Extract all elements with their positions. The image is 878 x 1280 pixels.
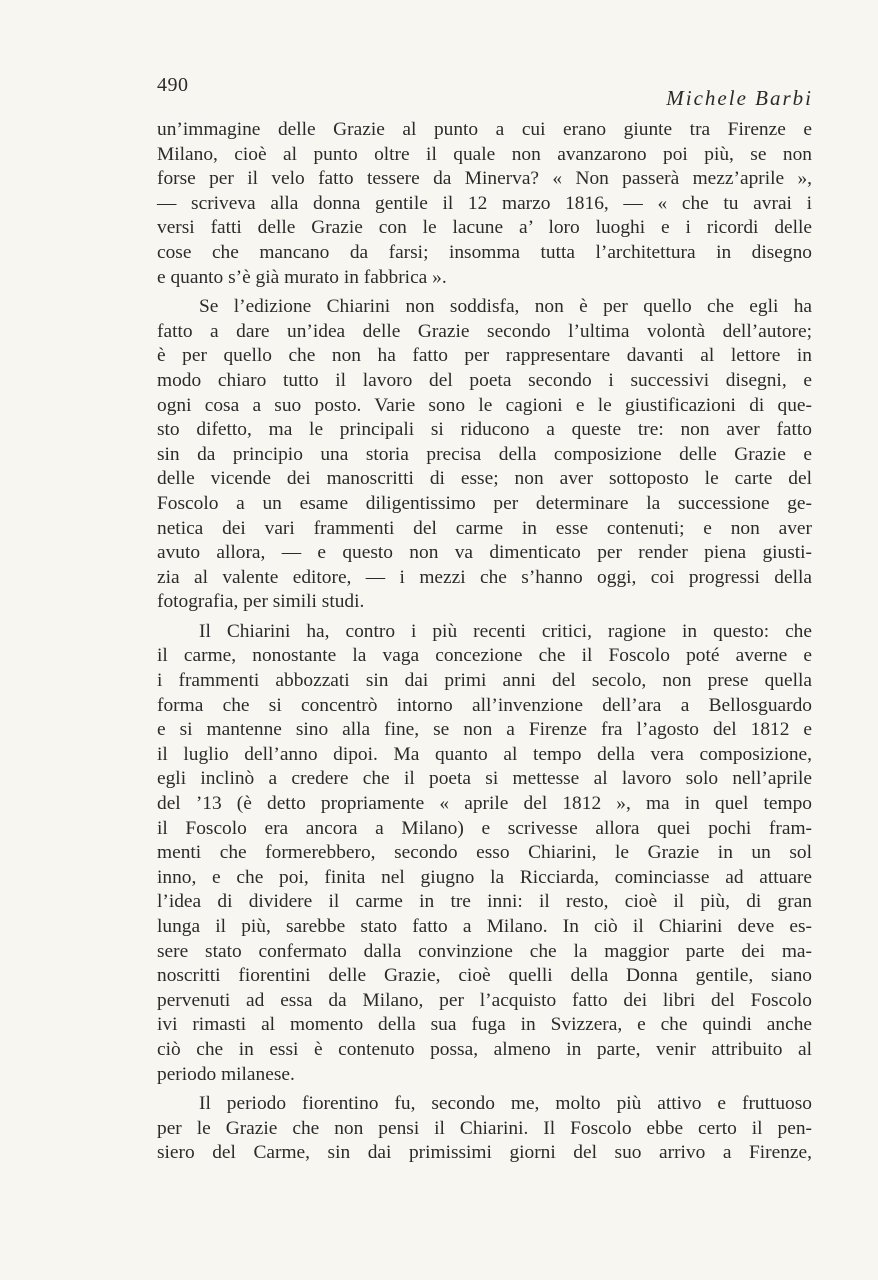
text-line: Il Chiarini ha, contro i più recenti critici, ragione in questo: che xyxy=(199,620,812,642)
text-line: forma che si concentrò intorno all’invenzione dell’ara a Bellosguardo xyxy=(157,694,812,716)
running-head: Michele Barbi xyxy=(666,86,813,110)
text-line: l’idea di dividere il carme in tre inni: il resto, cioè il più, di gran xyxy=(157,891,812,913)
text-line: lunga il più, sarebbe stato fatto a Milano. In ciò il Chiarini deve es- xyxy=(157,916,812,937)
text-line: versi fatti delle Grazie con le lacune a’ loro luoghi e i ricordi delle xyxy=(157,217,812,239)
paragraph xyxy=(157,620,812,1087)
text-line: fatto a dare un’idea delle Grazie secondo l’ultima volontà dell’autore; xyxy=(157,320,812,342)
body-text xyxy=(157,118,812,1171)
text-line: e si mantenne sino alla fine, se non a Firenze fra l’agosto del 1812 e xyxy=(157,719,812,741)
text-line: un’immagine delle Grazie al punto a cui erano giunte tra Firenze e xyxy=(157,119,812,140)
text-line: netica dei vari frammenti del carme in esse contenuti; e non aver xyxy=(157,517,812,539)
text-line: sere stato confermato dalla convinzione che la maggior parte dei ma- xyxy=(157,940,812,962)
text-line: inno, e che poi, finita nel giugno la Ricciarda, cominciasse ad attuare xyxy=(157,866,812,888)
text-line: Il periodo fiorentino fu, secondo me, molto più attivo e fruttuoso xyxy=(199,1093,812,1115)
text-line: e quanto s’è già murato in fabbrica ». xyxy=(157,266,447,288)
text-line: ciò che in essi è contenuto possa, almeno in parte, venir attribuito al xyxy=(157,1038,812,1060)
text-line: menti che formerebbero, secondo esso Chiarini, le Grazie in un sol xyxy=(157,842,812,864)
text-line: è per quello che non ha fatto per rappresentare davanti al lettore in xyxy=(157,345,812,367)
text-line: cose che mancano da farsi; insomma tutta l’architettura in disegno xyxy=(157,241,812,263)
text-line: Foscolo a un esame diligentissimo per determinare la successione ge- xyxy=(157,492,812,514)
text-line: fotografia, per simili studi. xyxy=(157,591,365,613)
paragraph xyxy=(157,295,812,615)
text-line: delle vicende dei manoscritti di esse; non aver sottoposto le carte del xyxy=(157,468,812,490)
text-line: sto difetto, ma le principali si riducono a queste tre: non aver fatto xyxy=(157,419,812,441)
text-line: — scriveva alla donna gentile il 12 marzo 1816, — « che tu avrai i xyxy=(157,192,812,214)
text-line: Se l’edizione Chiarini non soddisfa, non è per quello che egli ha xyxy=(199,296,812,318)
text-line: sin da principio una storia precisa della composizione delle Grazie e xyxy=(157,443,812,465)
paragraph xyxy=(157,118,812,290)
page-number: 490 xyxy=(157,74,189,96)
text-line: il carme, nonostante la vaga concezione che il Foscolo poté averne e xyxy=(157,645,812,667)
text-line: periodo milanese. xyxy=(157,1063,295,1085)
text-line: zia al valente editore, — i mezzi che s’hanno oggi, coi progressi della xyxy=(157,566,812,588)
text-line: forse per il velo fatto tessere da Minerva? « Non passerà mezz’aprile », xyxy=(157,168,812,190)
text-line: per le Grazie che non pensi il Chiarini. Il Foscolo ebbe certo il pen- xyxy=(157,1117,812,1139)
text-line: ivi rimasti al momento della sua fuga in Svizzera, e che quindi anche xyxy=(157,1014,812,1036)
text-line: pervenuti ad essa da Milano, per l’acquisto fatto dei libri del Foscolo xyxy=(157,989,812,1011)
text-line: modo chiaro tutto il lavoro del poeta secondo i successivi disegni, e xyxy=(157,369,812,391)
paragraph xyxy=(157,1092,812,1166)
text-line: il luglio dell’anno dipoi. Ma quanto al tempo della vera composizione, xyxy=(157,743,812,765)
text-line: i frammenti abbozzati sin dai primi anni del secolo, non prese quella xyxy=(157,670,812,692)
text-line: il Foscolo era ancora a Milano) e scrivesse allora quei pochi fram- xyxy=(157,817,812,839)
text-line: siero del Carme, sin dai primissimi giorni del suo arrivo a Firenze, xyxy=(157,1142,812,1164)
text-line: noscritti fiorentini delle Grazie, cioè quelli della Donna gentile, siano xyxy=(157,965,812,987)
text-line: del ’13 (è detto propriamente « aprile del 1812 », ma in quel tempo xyxy=(157,793,812,815)
text-line: Milano, cioè al punto oltre il quale non avanzarono poi più, se non xyxy=(157,143,812,165)
text-line: avuto allora, — e questo non va dimenticato per render piena giusti- xyxy=(157,542,812,564)
text-line: ogni cosa a suo posto. Varie sono le cagioni e le giustificazioni di que- xyxy=(157,394,812,416)
text-line: egli inclinò a credere che il poeta si mettesse al lavoro solo nell’aprile xyxy=(157,768,812,790)
